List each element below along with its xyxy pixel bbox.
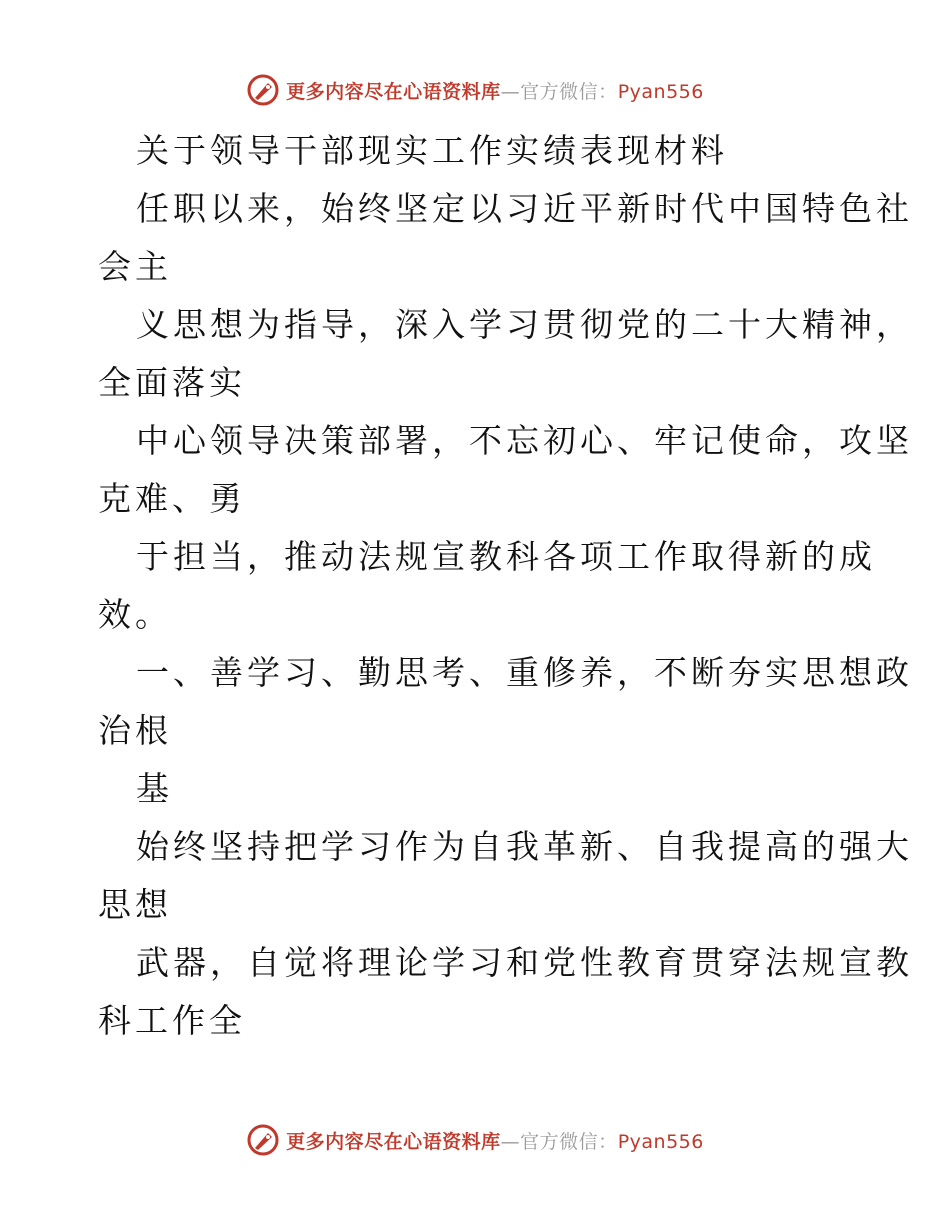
document-line: 义思想为指导，深入学习贯彻党的二十大精神， xyxy=(136,305,913,344)
document-line: 中心领导决策部署，不忘初心、牢记使命，攻坚 xyxy=(136,421,913,460)
footer-banner-text xyxy=(286,1127,704,1154)
footer-banner-account: Pyan556 xyxy=(617,1130,704,1153)
document-line: 基 xyxy=(136,769,173,808)
footer-banner-label: —官方微信： xyxy=(500,1130,618,1153)
header-banner xyxy=(0,70,950,110)
document-line: 效。 xyxy=(98,595,172,634)
document-line: 武器，自觉将理论学习和党性教育贯穿法规宣教 xyxy=(136,943,913,982)
document-line: 全面落实 xyxy=(98,363,246,402)
header-banner-title: 更多内容尽在心语资料库 xyxy=(286,80,501,103)
pen-nib-logo-icon xyxy=(246,1123,280,1157)
document-line: 于担当，推动法规宣教科各项工作取得新的成 xyxy=(136,537,876,576)
header-banner-text xyxy=(286,77,704,104)
document-line: 克难、勇 xyxy=(98,479,246,518)
document-line: 治根 xyxy=(98,711,172,750)
document-line: 关于领导干部现实工作实绩表现材料 xyxy=(136,131,728,170)
document-line: 会主 xyxy=(98,247,172,286)
document-line: 任职以来，始终坚定以习近平新时代中国特色社 xyxy=(136,189,913,228)
header-banner-label: —官方微信： xyxy=(500,80,618,103)
document-line: 始终坚持把学习作为自我革新、自我提高的强大 xyxy=(136,827,913,866)
footer-banner-title: 更多内容尽在心语资料库 xyxy=(286,1130,501,1153)
pen-nib-logo-icon xyxy=(246,73,280,107)
document-line: 科工作全 xyxy=(98,1001,246,1040)
document-line: 思想 xyxy=(98,885,172,924)
document-line: 一、善学习、勤思考、重修养，不断夯实思想政 xyxy=(136,653,913,692)
document-body xyxy=(98,122,913,1050)
footer-banner xyxy=(0,1120,950,1160)
header-banner-account: Pyan556 xyxy=(617,80,704,103)
